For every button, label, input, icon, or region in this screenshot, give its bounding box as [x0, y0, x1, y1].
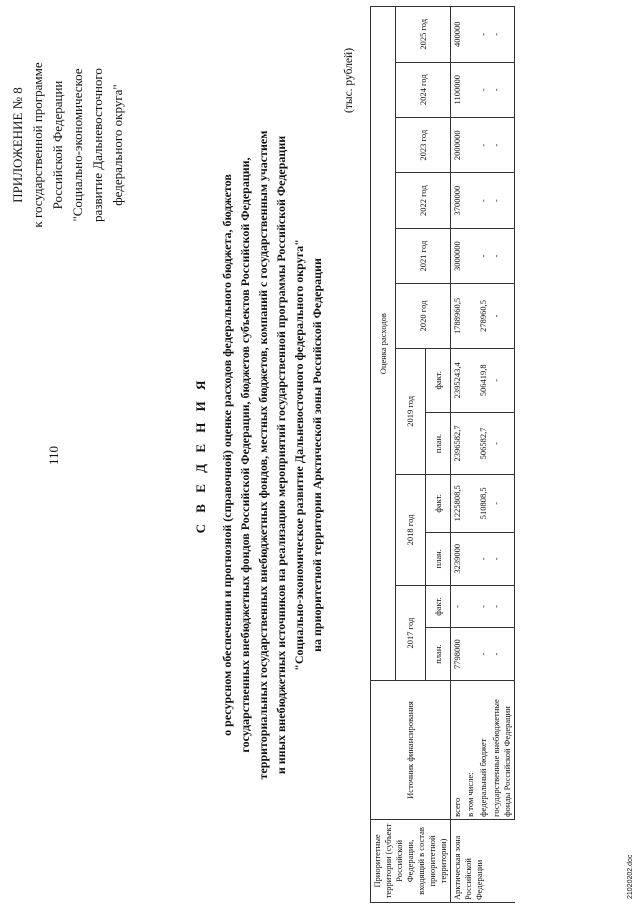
value-cell: 2000000: [451, 117, 465, 172]
header-year-2025: 2025 год: [396, 7, 451, 63]
appendix-line: федерального округа": [110, 84, 125, 206]
table-row: [451, 7, 465, 903]
appendix-line: ПРИЛОЖЕНИЕ № 8: [10, 87, 25, 203]
header-plan: план.: [426, 628, 451, 681]
value-cell: -: [477, 117, 490, 172]
header-estimate: Оценка расходов: [371, 7, 396, 681]
value-cell: 3000000: [451, 228, 465, 283]
header-plan: план.: [426, 532, 451, 585]
heading-line: территориальных государственных внебюджетных фондов, местных бюджетов, компаний с государственным участием: [256, 130, 270, 780]
value-cell: -: [477, 7, 490, 63]
value-cell: 510808,5: [477, 475, 490, 533]
appendix-line: Российской Федерации: [50, 80, 65, 210]
appendix-line: "Социально-экономическое: [70, 68, 85, 222]
header-year-2024: 2024 год: [396, 62, 451, 117]
value-cell: -: [490, 228, 515, 283]
value-cell: -: [490, 628, 515, 681]
value-cell: -: [490, 7, 515, 63]
appendix-header: [8, 10, 128, 280]
appendix-line: развитие Дальневосточного: [90, 68, 105, 222]
value-cell: -: [490, 348, 515, 412]
value-cell: -: [477, 62, 490, 117]
table-row: [464, 7, 477, 903]
value-cell: [464, 228, 477, 283]
header-year-2019: 2019 год: [396, 348, 426, 474]
value-cell: -: [490, 117, 515, 172]
heading-line: государственных внебюджетных фондов Российской Федерации, бюджетов субъектов Российской Федерации,: [238, 157, 252, 753]
heading-line: "Социально-экономическое развитие Дальневосточного федерального округа": [292, 239, 306, 671]
value-cell: 2395243,4: [451, 348, 465, 412]
value-cell: 506582,7: [477, 412, 490, 474]
value-cell: [464, 7, 477, 63]
value-cell: 3700000: [451, 173, 465, 228]
value-cell: -: [490, 585, 515, 627]
units-label: (тыс. рублей): [343, 47, 355, 113]
header-year-2023: 2023 год: [396, 117, 451, 172]
value-cell: 400000: [451, 7, 465, 63]
value-cell: 1225808,5: [451, 475, 465, 533]
value-cell: -: [477, 585, 490, 627]
heading-line: на приоритетной территории Арктической зоны Российской Федерации: [310, 258, 324, 652]
value-cell: 506419,8: [477, 348, 490, 412]
header-plan: план.: [426, 412, 451, 474]
value-cell: -: [490, 532, 515, 585]
header-source: Источник финансирования: [371, 681, 451, 820]
header-year-2022: 2022 год: [396, 173, 451, 228]
value-cell: 7798000: [451, 628, 465, 681]
value-cell: -: [490, 173, 515, 228]
source-cell: федеральный бюджет: [477, 681, 490, 820]
header-territory: Приоритетные территории (субъект Российской Федерации, входящий в состав приоритетной территории): [371, 819, 451, 902]
header-fact: факт.: [426, 585, 451, 627]
value-cell: 278960,5: [477, 284, 490, 348]
expenditure-table: [370, 6, 515, 903]
header-year-2020: 2020 год: [396, 284, 451, 348]
page-number: 110: [46, 445, 61, 465]
value-cell: [464, 412, 477, 474]
footer-doc-code: 21020202.doc: [627, 854, 634, 899]
value-cell: [464, 628, 477, 681]
heading-line: о ресурсном обеспечении и прогнозной (справочной) оценке расходов федерального бюджета, бюджетов: [220, 174, 234, 736]
value-cell: 1100000: [451, 62, 465, 117]
value-cell: 3239000: [451, 532, 465, 585]
value-cell: [464, 532, 477, 585]
value-cell: [464, 348, 477, 412]
territory-cell: Арктическая зона Российской Федерации: [451, 819, 515, 902]
header-year-2021: 2021 год: [396, 228, 451, 283]
value-cell: [464, 62, 477, 117]
value-cell: -: [477, 628, 490, 681]
table-row: [490, 7, 515, 903]
source-cell: в том числе:: [464, 681, 477, 820]
value-cell: [464, 585, 477, 627]
heading-line: и иных внебюджетных источников на реализацию мероприятий государственной программы Российской Федерации: [274, 135, 288, 775]
value-cell: [464, 117, 477, 172]
source-cell: всего: [451, 681, 465, 820]
header-fact: факт.: [426, 348, 451, 412]
value-cell: -: [490, 475, 515, 533]
header-fact: факт.: [426, 475, 451, 533]
value-cell: -: [490, 412, 515, 474]
value-cell: [464, 284, 477, 348]
appendix-line: к государственной программе: [30, 62, 45, 228]
table-row: [477, 7, 490, 903]
document-heading: [192, 45, 326, 865]
value-cell: -: [490, 62, 515, 117]
header-year-2017: 2017 год: [396, 585, 426, 680]
value-cell: -: [451, 585, 465, 627]
document-title: С В Е Д Е Н И Я: [193, 376, 208, 534]
value-cell: 2396582,7: [451, 412, 465, 474]
source-cell: государственные внебюджетные фонды Российской Федерации: [490, 681, 515, 820]
value-cell: -: [477, 173, 490, 228]
value-cell: [464, 173, 477, 228]
value-cell: 1788960,5: [451, 284, 465, 348]
value-cell: -: [477, 532, 490, 585]
value-cell: [464, 475, 477, 533]
value-cell: -: [490, 284, 515, 348]
header-year-2018: 2018 год: [396, 475, 426, 586]
value-cell: -: [477, 228, 490, 283]
